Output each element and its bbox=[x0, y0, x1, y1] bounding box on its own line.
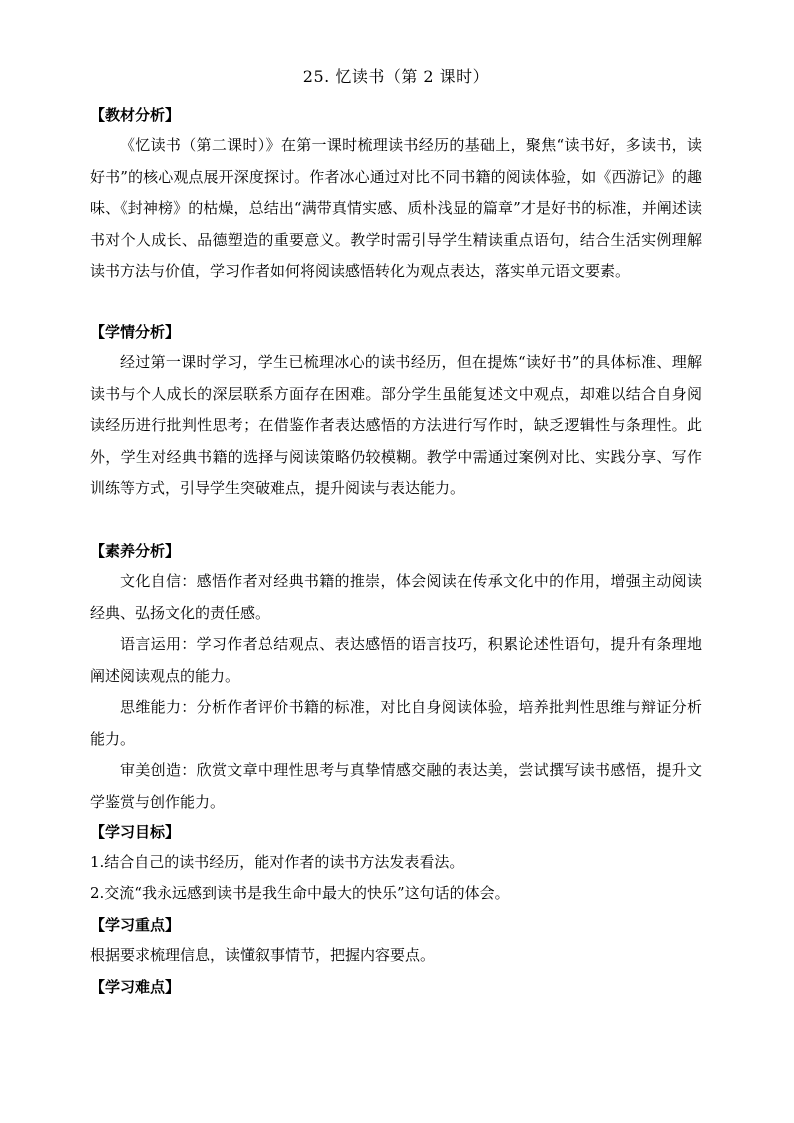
section-heading-textbook-analysis: 【教材分析】 bbox=[90, 106, 181, 124]
key-points-paragraph: 根据要求梳理信息，读懂叙事情节，把握内容要点。 bbox=[90, 946, 436, 964]
learning-goal-item: 2.交流“我永远感到读书是我生命中最大的快乐”这句话的体会。 bbox=[90, 884, 510, 902]
section-heading-key-points: 【学习重点】 bbox=[90, 916, 181, 934]
section-heading-learning-goals: 【学习目标】 bbox=[90, 823, 181, 841]
section-heading-student-analysis: 【学情分析】 bbox=[90, 323, 181, 341]
literacy-aesthetic-creation: 审美创造：欣赏文章中理性思考与真挚情感交融的表达美，尝试撰写读书感悟，提升文学鉴赏与创作能力。 bbox=[90, 761, 702, 811]
literacy-cultural-confidence: 文化自信：感悟作者对经典书籍的推崇，体会阅读在传承文化中的作用，增强主动阅读经典、弘扬文化的责任感。 bbox=[90, 572, 702, 622]
literacy-language-use: 语言运用：学习作者总结观点、表达感悟的语言技巧，积累论述性语句，提升有条理地阐述阅读观点的能力。 bbox=[90, 635, 702, 685]
document-title: 25. 忆读书（第 2 课时） bbox=[302, 67, 490, 86]
learning-goal-item: 1.结合自己的读书经历，能对作者的读书方法发表看法。 bbox=[90, 853, 465, 871]
section-heading-difficult-points: 【学习难点】 bbox=[90, 978, 181, 996]
textbook-analysis-paragraph: 《忆读书（第二课时）》在第一课时梳理读书经历的基础上，聚焦“读书好，多读书，读好书”的核心观点展开深度探讨。作者冰心通过对比不同书籍的阅读体验，如《西游记》的趣味、《封神榜》的枯燥，总结出“满带真情实感、质朴浅显的篇章”才是好书的标准，并阐述读书对个人成长、品德塑造的重要意义。教学时需引导学生精读重点语句，结合生活实例理解读书方法与价值，学习作者如何将阅读感悟转化为观点表达，落实单元语文要素。 bbox=[90, 136, 702, 280]
section-heading-literacy-analysis: 【素养分析】 bbox=[90, 542, 181, 560]
literacy-thinking-ability: 思维能力：分析作者评价书籍的标准，对比自身阅读体验，培养批判性思维与辩证分析能力。 bbox=[90, 698, 702, 748]
student-analysis-paragraph: 经过第一课时学习，学生已梳理冰心的读书经历，但在提炼“读好书”的具体标准、理解读书与个人成长的深层联系方面存在困难。部分学生虽能复述文中观点，却难以结合自身阅读经历进行批判性思考；在借鉴作者表达感悟的方法进行写作时，缺乏逻辑性与条理性。此外，学生对经典书籍的选择与阅读策略仍较模糊。教学中需通过案例对比、实践分享、写作训练等方式，引导学生突破难点，提升阅读与表达能力。 bbox=[90, 353, 702, 497]
